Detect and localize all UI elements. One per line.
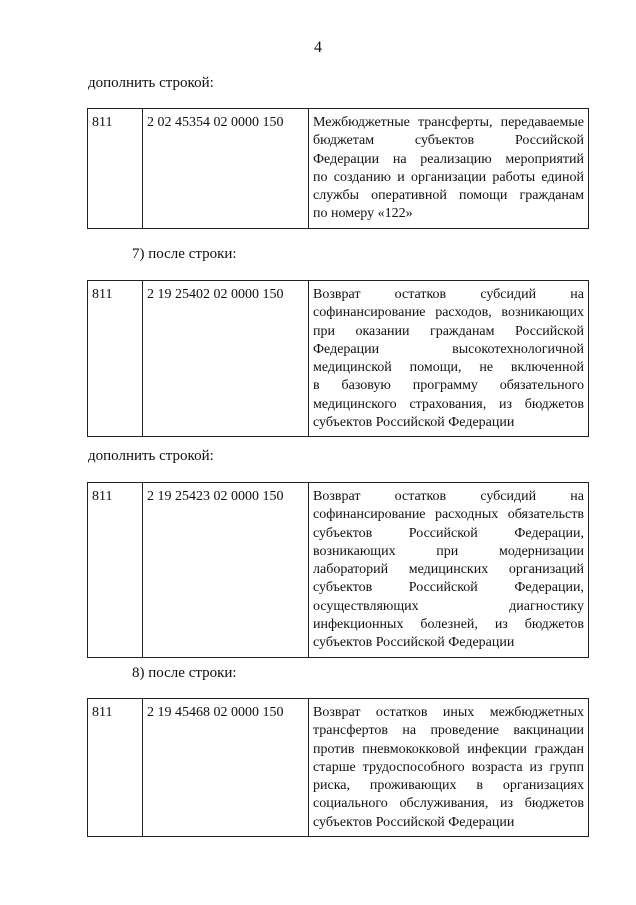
description-line: по номеру «122» (313, 206, 413, 222)
description-line: при оказании гражданам Российской (313, 323, 584, 339)
description-cell (309, 483, 589, 658)
description-line: по созданию и организации работы единой (313, 169, 584, 185)
description-line: службы оперативной помощи гражданам (313, 188, 584, 204)
table-row (88, 109, 589, 229)
description-line: в базовую программу обязательного (313, 378, 584, 394)
description-line: Межбюджетные трансферты, передаваемые (313, 115, 584, 130)
description-line: социального обслуживания, из бюджетов (313, 796, 584, 812)
budget-code-cell: 2 19 25402 02 0000 150 (143, 281, 309, 437)
description-line: возникающих при модернизации (313, 543, 584, 559)
section-heading: дополнить строкой: (88, 448, 214, 464)
description-line: бюджетам субъектов Российской (313, 133, 584, 149)
description-cell (309, 699, 589, 837)
description-line: Федерации высокотехнологичной (313, 341, 584, 357)
budget-table (87, 108, 589, 229)
description-line: медицинской помощи, не включенной (313, 360, 584, 376)
budget-table (87, 280, 589, 437)
description-line: старше трудоспособного возраста из групп (313, 759, 584, 775)
description-line: субъектов Российской Федерации (313, 814, 515, 830)
admin-code-cell: 811 (88, 699, 143, 837)
budget-table (87, 698, 589, 837)
page-number: 4 (314, 39, 322, 56)
description-line: Возврат остатков субсидий на (313, 489, 584, 504)
description-line: субъектов Российской Федерации, (313, 580, 584, 596)
table-row (88, 483, 589, 658)
section-heading: 8) после строки: (132, 665, 237, 681)
section-heading: 7) после строки: (132, 246, 237, 262)
description-line: софинансирование расходов, возникающих (313, 305, 584, 321)
description-line: трансфертов на проведение вакцинации (313, 723, 584, 739)
description-line: инфекционных болезней, из бюджетов (313, 617, 584, 633)
description-line: субъектов Российской Федерации (313, 635, 515, 651)
description-line: риска, проживающих в организациях (313, 778, 584, 794)
admin-code-cell: 811 (88, 109, 143, 229)
budget-code-cell: 2 02 45354 02 0000 150 (143, 109, 309, 229)
description-line: Возврат остатков иных межбюджетных (313, 705, 584, 720)
description-line: лабораторий медицинских организаций (313, 562, 584, 578)
section-heading: дополнить строкой: (88, 75, 214, 91)
admin-code-cell: 811 (88, 281, 143, 437)
budget-table (87, 482, 589, 658)
description-line: осуществляющих диагностику (313, 598, 584, 614)
description-cell (309, 281, 589, 437)
table-row (88, 281, 589, 437)
description-line: медицинского страхования, из бюджетов (313, 396, 584, 412)
description-line: Возврат остатков субсидий на (313, 287, 584, 302)
table-row (88, 699, 589, 837)
description-line: софинансирование расходных обязательств (313, 507, 584, 523)
description-line: против пневмококковой инфекции граждан (313, 741, 584, 757)
description-line: Федерации на реализацию мероприятий (313, 151, 584, 167)
admin-code-cell: 811 (88, 483, 143, 658)
description-cell (309, 109, 589, 229)
budget-code-cell: 2 19 45468 02 0000 150 (143, 699, 309, 837)
description-line: субъектов Российской Федерации, (313, 525, 584, 541)
description-line: субъектов Российской Федерации (313, 415, 515, 431)
budget-code-cell: 2 19 25423 02 0000 150 (143, 483, 309, 658)
